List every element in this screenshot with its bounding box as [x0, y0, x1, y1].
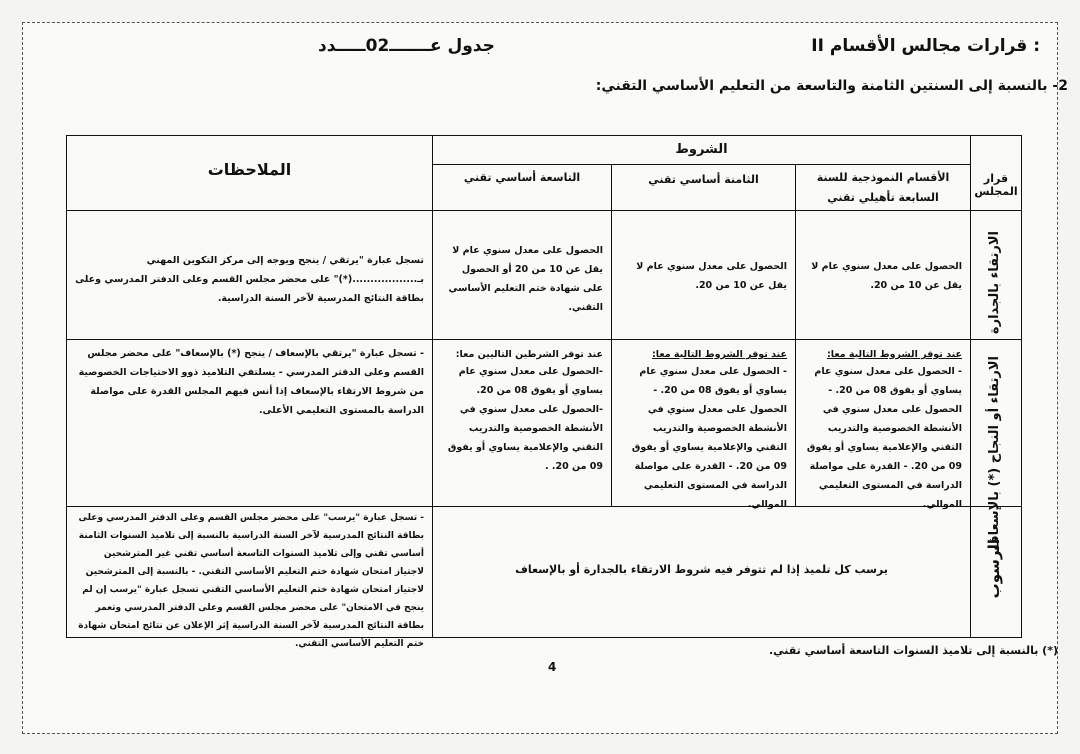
header-eighth-cell: [611, 164, 796, 211]
header-conditions: الشروط: [675, 142, 728, 157]
footnote: (*) بالنسبة إلى تلاميذ السنوات التاسعة أساسي تقني.: [768, 644, 1058, 657]
header-ninth: التاسعة أساسي تقني: [463, 171, 581, 184]
row1-decision: الارتقاء بالجدارة: [987, 231, 1002, 335]
row1-notes-cell: [66, 210, 433, 340]
row2-decision: الارتقاء أو النجاح (*) بالإسعاف: [987, 356, 1002, 551]
row1-notes: تسجل عبارة "يرتقي / ينجح ويوجه إلى مركز التكوين المهني بـ..................(*)" على محضر مجلس القسم وعلى الدفتر المدرسي وعلى بطاقة النتائج المدرسية لآخر السنة الدراسية.: [75, 255, 424, 304]
table-label: جدول عـــــــ02ـــــدد: [318, 36, 495, 56]
row2-eighth: - الحصول على معدل سنوي عام يساوي أو يفوق 08 من 20. - الحصول على معدل سنوي في الأنشطة الخصوصية والتدريب التقني والإعلامية يساوي أو يفوق 09 من 20. - القدرة على مواصلة الدراسة في المستوى التعليمي الموالي.: [631, 366, 787, 510]
header-pilot-cell: [795, 164, 971, 211]
row3-conditions-cell: [432, 506, 971, 638]
row1-pilot: الحصول على معدل سنوي عام لا يقل عن 10 من 20.: [811, 261, 962, 291]
row2-eighth-cell: [611, 339, 796, 510]
header-notes-cell: [66, 135, 433, 211]
header-ninth-cell: [432, 164, 612, 211]
header-eighth: الثامنة أساسي تقني: [648, 173, 759, 186]
row1-ninth-cell: [432, 210, 612, 340]
row2-eighth-head: عند توفر الشروط التالية معا:: [652, 349, 787, 360]
header-decision: قرار المجلس: [974, 172, 1018, 198]
row3-notes-cell: [66, 506, 433, 649]
header-pilot: الأقسام النموذجية للسنة السابعة تأهيلي تقني: [816, 171, 950, 204]
header-decision-cell: [970, 135, 1022, 211]
header-conditions-cell: [432, 135, 971, 165]
row2-pilot-head: عند توفر الشروط التالية معا:: [827, 349, 962, 360]
row2-notes-cell: [66, 339, 433, 507]
row3-conditions: يرسب كل تلميذ إذا لم تتوفر فيه شروط الارتقاء بالجدارة أو بالإسعاف: [515, 563, 888, 576]
subtitle: 2- بالنسبة إلى السنتين الثامنة والتاسعة من التعليم الأساسي التقني:: [595, 78, 1068, 94]
row2-notes: - تسجل عبارة "يرتقي بالإسعاف / ينجح (*) بالإسعاف" على محضر مجلس القسم وعلى الدفتر المدرسي - يسلتفي التلاميذ ذوو الاحتياجات الخصوصية من شروط الارتقاء بالإسعاف إذا أنس فيهم المجلس القدرة على مواصلة الدراسة بالمستوى التعليمي الأعلى.: [78, 348, 424, 416]
row2-ninth-head: عند توفر الشرطين التاليين معا:: [455, 349, 603, 360]
page-number: 4: [548, 660, 557, 674]
row1-pilot-cell: [795, 210, 971, 340]
row2-pilot-cell: [795, 339, 971, 510]
row1-eighth-cell: [611, 210, 796, 340]
row3-decision-cell: [970, 506, 1022, 638]
row1-ninth: الحصول على معدل سنوي عام لا يقل عن 10 من 20 أو الحصول على شهادة ختم التعليم الأساسي التقني.: [448, 245, 603, 313]
row1-eighth: الحصول على معدل سنوي عام لا يقل عن 10 من 20.: [636, 261, 787, 291]
row3-decision: الرسوب: [985, 539, 1003, 599]
header-notes: الملاحظات: [207, 160, 292, 179]
row1-decision-cell: [970, 210, 1022, 340]
row2-ninth-cell: [432, 339, 612, 507]
row2-pilot: - الحصول على معدل سنوي عام يساوي أو يفوق 08 من 20. - الحصول على معدل سنوي في الأنشطة الخصوصية والتدريب التقني والإعلامية يساوي أو يفوق 09 من 20. - القدرة على مواصلة الدراسة في المستوى التعليمي الموالي.: [806, 366, 962, 510]
row2-decision-cell: [970, 339, 1022, 551]
section-title: II قرارات مجالس الأقسام :: [811, 36, 1040, 56]
row3-notes: - تسجل عبارة "يرسب" على محضر مجلس القسم وعلى الدفتر المدرسي وعلى بطاقة النتائج المدرسية لآخر السنة الدراسية بالنسبة إلى تلاميذ السنوات الثامنة أساسي تقني وإلى تلاميذ السنوات التاسعة أساسي تقني غير المترشحين لاجتياز امتحان شهادة ختم التعليم الأساسي التقني. - بالنسبة إلى المترشحين لاجتياز امتحان شهادة ختم التعليم الأساسي التقني تسجل عبارة "يرسب إن لم ينجح في الامتحان" على محضر مجلس القسم وعلى الدفتر المدرسي وتعمر بطاقة النتائج المدرسية لآخر السنة الدراسية إثر الإعلان عن نتائج امتحان شهادة ختم التعليم الأساسي التقني.: [78, 513, 424, 649]
row2-ninth: -الحصول على معدل سنوي عام يساوي أو يفوق 08 من 20. -الحصول على معدل سنوي في الأنشطة الخصوصية والتدريب التقني والإعلامية يساوي أو يفوق 09 من 20. .: [447, 366, 603, 472]
